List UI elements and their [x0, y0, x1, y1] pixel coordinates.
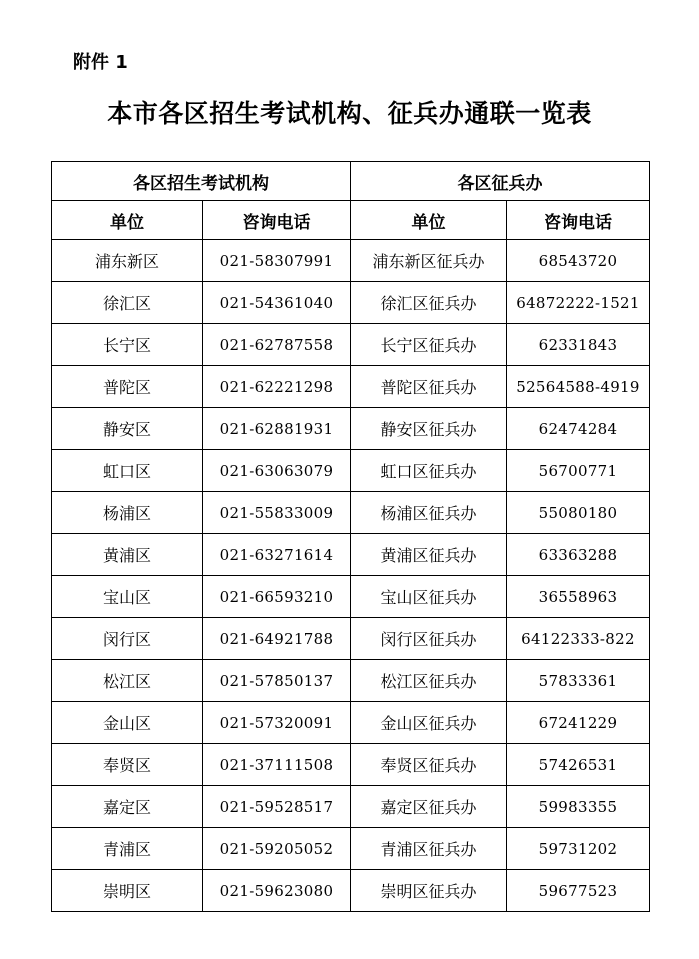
recruit-phone-cell: 59677523: [507, 870, 650, 912]
group-header-exam-institutions: 各区招生考试机构: [52, 162, 351, 201]
exam-phone-cell: 021-57320091: [203, 702, 351, 744]
exam-phone-cell: 021-64921788: [203, 618, 351, 660]
exam-unit-cell: 静安区: [52, 408, 203, 450]
exam-unit-cell: 奉贤区: [52, 744, 203, 786]
exam-phone-cell: 021-58307991: [203, 240, 351, 282]
exam-phone-cell: 021-54361040: [203, 282, 351, 324]
recruit-unit-cell: 长宁区征兵办: [351, 324, 507, 366]
exam-unit-cell: 普陀区: [52, 366, 203, 408]
table-row: [52, 744, 650, 786]
table-row: [52, 366, 650, 408]
recruit-phone-cell: 59731202: [507, 828, 650, 870]
table-row: [52, 534, 650, 576]
recruit-unit-cell: 闵行区征兵办: [351, 618, 507, 660]
table-row: [52, 576, 650, 618]
exam-phone-cell: 021-63063079: [203, 450, 351, 492]
exam-phone-cell: 021-62787558: [203, 324, 351, 366]
exam-phone-cell: 021-63271614: [203, 534, 351, 576]
exam-unit-cell: 宝山区: [52, 576, 203, 618]
exam-unit-cell: 虹口区: [52, 450, 203, 492]
exam-unit-cell: 青浦区: [52, 828, 203, 870]
recruit-phone-cell: 64122333-822: [507, 618, 650, 660]
column-header-exam-unit: 单位: [52, 201, 203, 240]
recruit-phone-cell: 62331843: [507, 324, 650, 366]
exam-phone-cell: 021-59623080: [203, 870, 351, 912]
group-header-row: [52, 162, 650, 201]
exam-phone-cell: 021-59528517: [203, 786, 351, 828]
group-header-recruitment-offices: 各区征兵办: [351, 162, 650, 201]
table-row: [52, 786, 650, 828]
recruit-phone-cell: 64872222-1521: [507, 282, 650, 324]
exam-phone-cell: 021-55833009: [203, 492, 351, 534]
attachment-label: 附件 1: [73, 52, 128, 73]
recruit-unit-cell: 青浦区征兵办: [351, 828, 507, 870]
recruit-unit-cell: 崇明区征兵办: [351, 870, 507, 912]
table-row: [52, 870, 650, 912]
recruit-phone-cell: 36558963: [507, 576, 650, 618]
recruit-phone-cell: 55080180: [507, 492, 650, 534]
table-row: [52, 282, 650, 324]
recruit-phone-cell: 57833361: [507, 660, 650, 702]
exam-unit-cell: 浦东新区: [52, 240, 203, 282]
table-row: [52, 828, 650, 870]
table-row: [52, 324, 650, 366]
document-title: 本市各区招生考试机构、征兵办通联一览表: [107, 99, 592, 128]
exam-unit-cell: 杨浦区: [52, 492, 203, 534]
table-row: [52, 618, 650, 660]
exam-unit-cell: 嘉定区: [52, 786, 203, 828]
column-header-row: [52, 201, 650, 240]
recruit-phone-cell: 56700771: [507, 450, 650, 492]
exam-unit-cell: 长宁区: [52, 324, 203, 366]
table-row: [52, 492, 650, 534]
column-header-recruit-phone: 咨询电话: [507, 201, 650, 240]
recruit-phone-cell: 57426531: [507, 744, 650, 786]
exam-phone-cell: 021-37111508: [203, 744, 351, 786]
recruit-phone-cell: 52564588-4919: [507, 366, 650, 408]
recruit-unit-cell: 杨浦区征兵办: [351, 492, 507, 534]
exam-phone-cell: 021-62881931: [203, 408, 351, 450]
exam-unit-cell: 崇明区: [52, 870, 203, 912]
exam-unit-cell: 黄浦区: [52, 534, 203, 576]
table-row: [52, 450, 650, 492]
table-body: [52, 240, 650, 912]
recruit-phone-cell: 68543720: [507, 240, 650, 282]
exam-unit-cell: 松江区: [52, 660, 203, 702]
recruit-phone-cell: 67241229: [507, 702, 650, 744]
table-row: [52, 240, 650, 282]
exam-unit-cell: 闵行区: [52, 618, 203, 660]
table-row: [52, 660, 650, 702]
recruit-unit-cell: 静安区征兵办: [351, 408, 507, 450]
table-row: [52, 408, 650, 450]
recruit-unit-cell: 黄浦区征兵办: [351, 534, 507, 576]
recruit-unit-cell: 徐汇区征兵办: [351, 282, 507, 324]
exam-phone-cell: 021-66593210: [203, 576, 351, 618]
recruit-unit-cell: 宝山区征兵办: [351, 576, 507, 618]
exam-phone-cell: 021-57850137: [203, 660, 351, 702]
recruit-unit-cell: 虹口区征兵办: [351, 450, 507, 492]
recruit-unit-cell: 奉贤区征兵办: [351, 744, 507, 786]
column-header-recruit-unit: 单位: [351, 201, 507, 240]
exam-unit-cell: 金山区: [52, 702, 203, 744]
recruit-unit-cell: 普陀区征兵办: [351, 366, 507, 408]
column-header-exam-phone: 咨询电话: [203, 201, 351, 240]
exam-unit-cell: 徐汇区: [52, 282, 203, 324]
exam-phone-cell: 021-59205052: [203, 828, 351, 870]
contact-directory-table: [51, 161, 650, 912]
recruit-unit-cell: 嘉定区征兵办: [351, 786, 507, 828]
recruit-phone-cell: 59983355: [507, 786, 650, 828]
exam-phone-cell: 021-62221298: [203, 366, 351, 408]
recruit-phone-cell: 62474284: [507, 408, 650, 450]
table-row: [52, 702, 650, 744]
recruit-unit-cell: 松江区征兵办: [351, 660, 507, 702]
recruit-unit-cell: 浦东新区征兵办: [351, 240, 507, 282]
recruit-phone-cell: 63363288: [507, 534, 650, 576]
recruit-unit-cell: 金山区征兵办: [351, 702, 507, 744]
